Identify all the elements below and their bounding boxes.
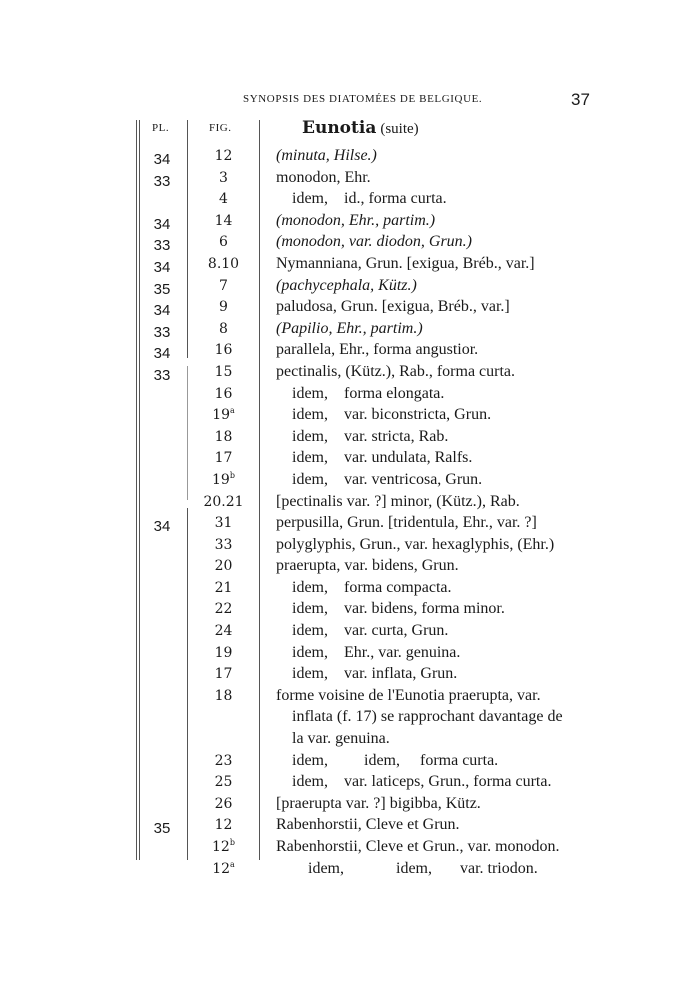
figure-number [188,471,259,488]
table-row [136,816,616,838]
figure-number [188,363,259,380]
table-row [136,320,616,342]
figure-number-value: 6 [219,234,228,251]
figure-number-value: 12 [212,839,230,855]
figure-number [188,600,259,617]
figure-suffix: a [230,859,235,869]
species-entry: Rabenhorstii, Cleve et Grun., var. monodon. [276,838,560,855]
figure-number [188,536,259,553]
table-row [136,341,616,363]
table-row [136,363,616,385]
species-entry: paludosa, Grun. [exigua, Bréb., var.] [276,298,510,316]
figure-number [188,298,259,315]
figure-number [188,320,259,337]
species-entry: idem, var. undulata, Ralfs. [292,449,473,467]
species-entry: [praerupta var. ?] bigibba, Kütz. [276,794,481,812]
table-row [136,622,616,644]
column-header-fig: FIG. [209,122,232,134]
table-row [136,449,616,471]
plate-number: 33 [153,366,171,384]
table-row [136,190,616,212]
figure-number [188,255,259,272]
figure-number-value: 20 [214,558,233,575]
figure-number [188,514,259,531]
species-entry: polyglyphis, Grun., var. hexaglyphis, (Ehr.) [276,535,555,553]
species-entry: Nymanniana, Grun. [exigua, Bréb., var.] [276,254,535,272]
figure-number [188,838,259,855]
genus-heading [302,118,419,138]
species-entry: (monodon, var. diodon, Grun.) [276,233,472,251]
species-entry: idem, var. ventricosa, Grun. [292,470,483,488]
figure-number-value: 21 [214,579,233,596]
figure-number-value: 20.21 [203,493,244,510]
running-title: SYNOPSIS DES DIATOMÉES DE BELGIQUE. [243,93,483,105]
figure-number [188,190,259,207]
species-entry: parallela, Ehr., forma angustior. [276,341,479,359]
figure-number-value: 23 [214,752,233,769]
figure-suffix: b [229,470,235,480]
page-number: 37 [571,90,590,109]
table-row [136,600,616,622]
species-entry: idem, Ehr., var. genuina. [292,643,461,661]
table-row [136,514,616,536]
species-entry: (minuta, Hilse.) [276,147,377,164]
species-entry: forme voisine de l'Eunotia praerupta, var. [276,686,541,704]
table-row [136,665,616,687]
table-row [136,536,616,558]
table-row [136,385,616,407]
species-entry: la var. genuina. [292,730,390,748]
species-entry: (pachycephala, Kütz.) [276,276,417,294]
plate-number: 33 [153,323,171,341]
figure-suffix: b [229,838,235,847]
species-entry: idem, idem, forma curta. [292,751,499,769]
figure-number-value: 14 [214,212,233,229]
figure-number-value: 12 [212,860,231,877]
species-entry: idem, var. stricta, Rab. [292,427,449,445]
figure-number-value: 18 [214,687,233,704]
table-row [136,471,616,493]
figure-number [188,665,259,682]
species-entry: (Papilio, Ehr., partim.) [276,319,423,337]
species-entry: monodon, Ehr. [276,168,371,186]
figure-number-value: 19 [212,407,231,424]
figure-number-value: 33 [214,536,233,553]
plate-number: 35 [153,820,171,838]
figure-number-value: 26 [214,795,233,812]
figure-number-value: 24 [214,623,233,640]
figure-number-value: 18 [214,428,233,445]
species-entry: praerupta, var. bidens, Grun. [276,557,459,575]
column-header-pl: PL. [152,122,170,134]
figure-number-value: 19 [214,644,233,661]
plate-number: 33 [153,172,171,190]
figure-number [188,233,259,250]
figure-number-value: 31 [214,515,233,532]
table-row [136,233,616,255]
species-entry: Rabenhorstii, Cleve et Grun. [276,816,460,834]
figure-suffix: a [230,406,235,416]
species-entry: idem, id., forma curta. [292,190,447,208]
figure-number-value: 9 [219,299,228,316]
figure-number [188,406,259,423]
figure-number-value: 12 [214,148,233,164]
figure-number-value: 17 [214,450,233,467]
figure-number [188,816,259,833]
table-row [136,169,616,191]
running-head [0,90,700,113]
species-entry: idem, var. laticeps, Grun., forma curta. [292,773,552,791]
species-entry: idem, var. bidens, forma minor. [292,600,505,618]
species-entry: idem, forma compacta. [292,578,452,596]
plate-number: 34 [153,302,171,320]
plate-number: 33 [153,237,171,255]
table-row [136,147,616,169]
figure-number-value: 15 [214,363,233,380]
figure-number-value: 7 [219,277,228,294]
plate-number: 34 [153,215,171,233]
figure-number [188,557,259,574]
figure-number [188,644,259,661]
figure-number-value: 16 [214,385,233,402]
figure-number [188,341,259,358]
table-row [136,406,616,428]
table-row [136,752,616,774]
figure-number [188,385,259,402]
table-row [136,557,616,579]
figure-number [188,860,259,877]
table-row [136,687,616,709]
species-entry: perpusilla, Grun. [tridentula, Ehr., var. ?] [276,514,537,532]
species-entry: [pectinalis var. ?] minor, (Kütz.), Rab. [276,492,520,510]
table-body [136,147,616,881]
table-row [136,860,616,882]
figure-number-value: 25 [214,774,233,791]
figure-number [188,147,259,164]
species-entry: idem, var. curta, Grun. [292,622,449,640]
table-row [136,795,616,817]
table-row [136,298,616,320]
figure-number-value: 19 [212,471,230,488]
figure-number [188,428,259,445]
plate-number: 35 [153,280,171,298]
table-row [136,493,616,515]
species-entry: idem, forma elongata. [292,384,445,402]
species-table [136,118,616,877]
figure-number-value: 12 [214,817,233,834]
figure-number [188,622,259,639]
figure-number-value: 17 [214,666,233,683]
figure-number-value: 8 [219,320,228,337]
species-entry: idem, idem, var. triodon. [308,859,538,877]
plate-number: 34 [153,258,171,276]
table-row [136,212,616,234]
table-row [136,277,616,299]
figure-number [188,579,259,596]
figure-number [188,449,259,466]
table-row [136,730,616,752]
figure-number-value: 16 [214,342,233,359]
table-row [136,838,616,860]
species-entry: (monodon, Ehr., partim.) [276,211,436,229]
figure-number [188,773,259,790]
table-row [136,579,616,601]
figure-number [188,687,259,704]
plate-number: 34 [153,345,171,363]
genus-suffix: (suite) [380,121,419,137]
species-entry: idem, var. inflata, Grun. [292,665,458,683]
species-entry: pectinalis, (Kütz.), Rab., forma curta. [276,362,516,380]
figure-number-value: 22 [214,601,233,618]
figure-number [188,212,259,229]
genus-name: Eunotia [302,118,377,138]
figure-number-value: 8.10 [207,255,240,272]
figure-number [188,795,259,812]
figure-number [188,169,259,186]
figure-number-value: 4 [219,191,228,208]
species-entry: inflata (f. 17) se rapprochant davantage de [292,708,563,726]
table-row [136,428,616,450]
table-row [136,255,616,277]
table-row [136,644,616,666]
table-row [136,773,616,795]
plate-number: 34 [153,518,171,536]
figure-number [188,493,259,510]
figure-number [188,752,259,769]
species-entry: idem, var. biconstricta, Grun. [292,406,492,424]
table-row [136,708,616,730]
figure-number [188,277,259,294]
plate-number: 34 [153,151,171,168]
figure-number-value: 3 [219,169,228,186]
